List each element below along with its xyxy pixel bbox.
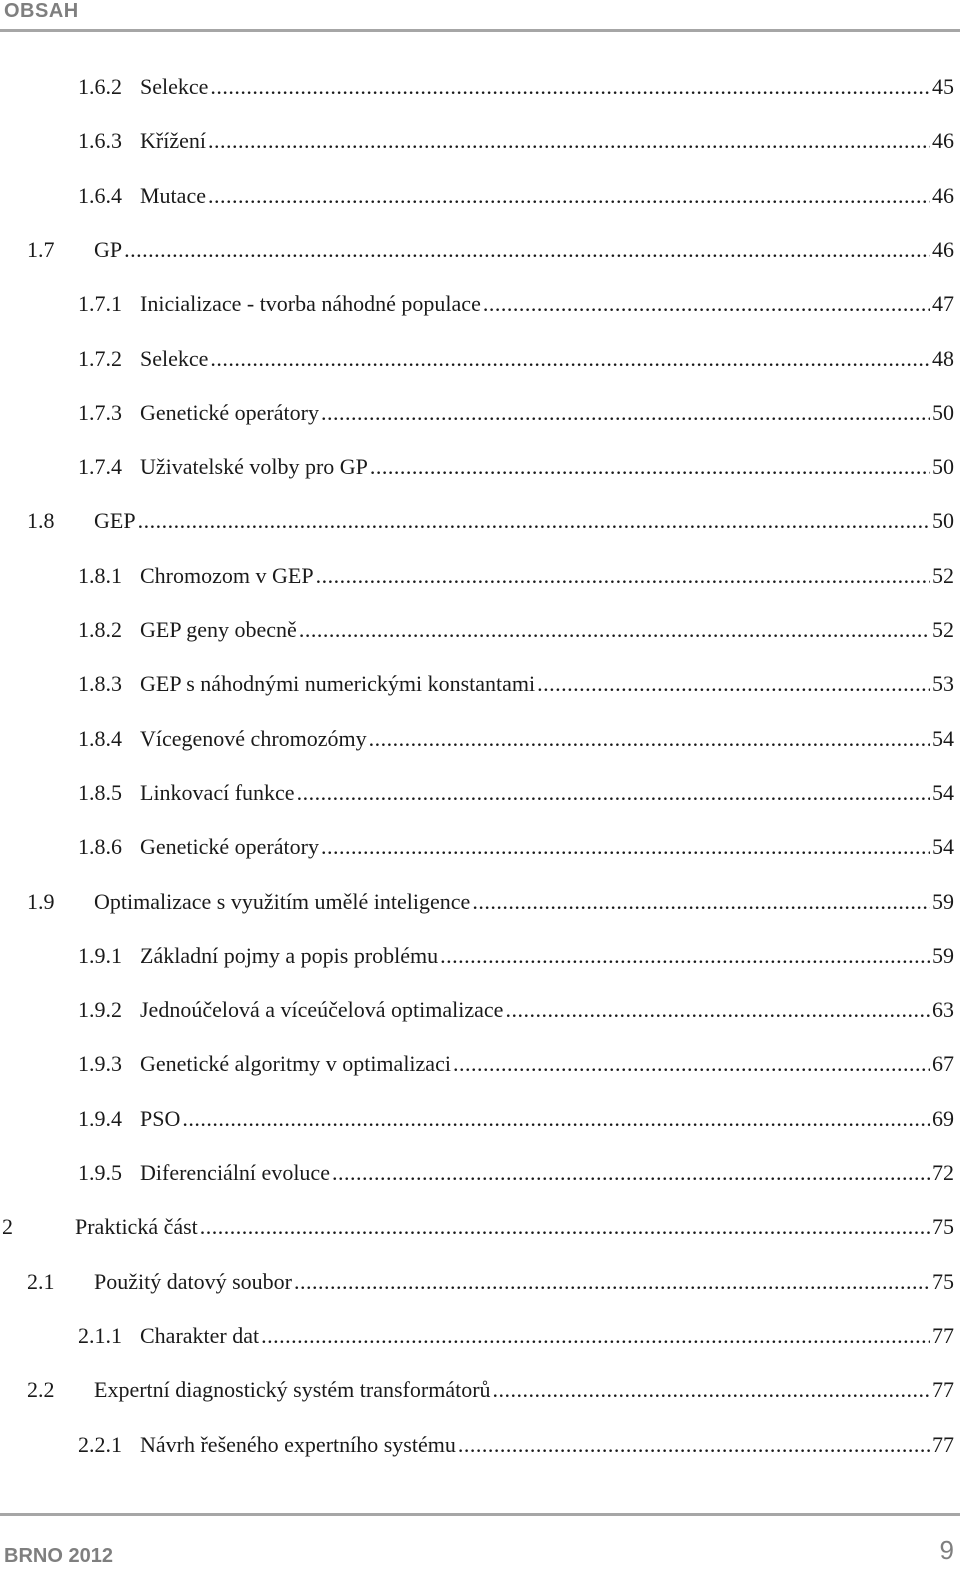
toc-dot-leader [370, 454, 930, 480]
toc-entry[interactable] [78, 128, 954, 158]
toc-entry-title: Linkovací funkce [140, 780, 295, 805]
toc-entry-title: PSO [140, 1106, 181, 1131]
toc-entry-title: GEP [94, 508, 136, 533]
toc-entry-title: Chromozom v GEP [140, 563, 314, 588]
toc-dot-leader [297, 780, 930, 806]
toc-entry-title: Návrh řešeného expertního systému [140, 1432, 456, 1457]
toc-entry-number: 2 [2, 1214, 13, 1239]
toc-entry-page: 59 [932, 889, 954, 914]
toc-entry[interactable] [78, 617, 954, 647]
toc-entry-page: 75 [932, 1214, 954, 1239]
toc-dot-leader [505, 997, 930, 1023]
toc-dot-leader [210, 74, 930, 100]
toc-entry-number: 1.7.1 [78, 291, 122, 316]
toc-entry[interactable] [27, 1269, 954, 1299]
toc-entry-page: 50 [932, 400, 954, 425]
toc-entry-number: 1.9 [27, 889, 55, 914]
toc-entry-title: GEP s náhodnými numerickými konstantami [140, 671, 536, 696]
toc-entry-number: 1.8.3 [78, 671, 122, 696]
toc-entry[interactable] [27, 508, 954, 538]
toc-dot-leader [182, 1106, 930, 1132]
toc-entry-page: 52 [932, 563, 954, 588]
toc-dot-leader [210, 346, 930, 372]
toc-dot-leader [321, 834, 930, 860]
toc-entry-page: 54 [932, 834, 954, 859]
toc-entry[interactable] [78, 454, 954, 484]
toc-entry-page: 52 [932, 617, 954, 642]
toc-entry-title: Mutace [140, 183, 206, 208]
toc-dot-leader [208, 128, 930, 154]
toc-entry-title: Diferenciální evoluce [140, 1160, 330, 1185]
toc-entry-page: 69 [932, 1106, 954, 1131]
toc-entry-number: 1.7.3 [78, 400, 122, 425]
toc-dot-leader [316, 563, 930, 589]
toc-entry-page: 45 [932, 74, 954, 99]
toc-dot-leader [138, 508, 930, 534]
toc-entry[interactable] [78, 834, 954, 864]
toc-entry[interactable] [78, 400, 954, 430]
toc-entry-title: Charakter dat [140, 1323, 260, 1348]
toc-entry-page: 59 [932, 943, 954, 968]
toc-entry-page: 50 [932, 508, 954, 533]
toc-entry[interactable] [78, 726, 954, 756]
toc-entry-page: 72 [932, 1160, 954, 1185]
toc-entry-title: Optimalizace s využitím umělé inteligence [94, 889, 471, 914]
toc-dot-leader [493, 1377, 930, 1403]
toc-entry[interactable] [78, 671, 954, 701]
toc-entry-number: 1.8.6 [78, 834, 122, 859]
toc-dot-leader [294, 1269, 930, 1295]
toc-entry-number: 1.7.4 [78, 454, 122, 479]
running-header: OBSAH [4, 0, 79, 22]
toc-entry[interactable] [78, 346, 954, 376]
toc-entry[interactable] [27, 889, 954, 919]
toc-dot-leader [483, 291, 930, 317]
toc-dot-leader [369, 726, 930, 752]
footer-rule [0, 1513, 960, 1516]
header-rule [0, 29, 960, 32]
toc-entry-page: 77 [932, 1377, 954, 1402]
toc-entry[interactable] [78, 943, 954, 973]
toc-entry-number: 1.9.5 [78, 1160, 122, 1185]
toc-entry-title: Použitý datový soubor [94, 1269, 292, 1294]
toc-entry-page: 63 [932, 997, 954, 1022]
toc-entry-page: 46 [932, 183, 954, 208]
toc-entry-title: Křížení [140, 128, 206, 153]
toc-entry-title: Vícegenové chromozómy [140, 726, 367, 751]
toc-entry-number: 1.6.3 [78, 128, 122, 153]
toc-entry-number: 1.7.2 [78, 346, 122, 371]
toc-entry[interactable] [78, 1323, 954, 1353]
toc-entry[interactable] [78, 1432, 954, 1462]
toc-entry-number: 1.8.5 [78, 780, 122, 805]
toc-dot-leader [440, 943, 930, 969]
toc-dot-leader [537, 671, 930, 697]
toc-entry[interactable] [78, 1051, 954, 1081]
toc-entry-page: 48 [932, 346, 954, 371]
toc-entry-page: 54 [932, 780, 954, 805]
toc-dot-leader [453, 1051, 930, 1077]
toc-entry-title: GEP geny obecně [140, 617, 297, 642]
toc-entry-number: 2.1 [27, 1269, 55, 1294]
toc-entry-title: Selekce [140, 346, 209, 371]
toc-entry-number: 1.8.4 [78, 726, 122, 751]
toc-entry[interactable] [78, 74, 954, 104]
toc-entry-number: 1.9.3 [78, 1051, 122, 1076]
toc-entry[interactable] [78, 563, 954, 593]
toc-entry-title: Inicializace - tvorba náhodné populace [140, 291, 481, 316]
toc-entry-page: 77 [932, 1323, 954, 1348]
toc-entry-number: 1.6.2 [78, 74, 122, 99]
toc-entry-title: Selekce [140, 74, 209, 99]
toc-entry-title: Základní pojmy a popis problému [140, 943, 439, 968]
toc-entry-page: 54 [932, 726, 954, 751]
toc-entry-number: 2.2.1 [78, 1432, 122, 1457]
toc-entry[interactable] [27, 237, 954, 267]
toc-entry[interactable] [78, 291, 954, 321]
toc-entry[interactable] [78, 780, 954, 810]
toc-entry[interactable] [78, 997, 954, 1027]
toc-dot-leader [124, 237, 930, 263]
toc-entry-page: 75 [932, 1269, 954, 1294]
toc-entry-title: Praktická část [75, 1214, 198, 1239]
page-number: 9 [939, 1535, 954, 1565]
toc-dot-leader [321, 400, 930, 426]
toc-entry-number: 2.1.1 [78, 1323, 122, 1348]
toc-entry-number: 1.7 [27, 237, 55, 262]
toc-entry-page: 46 [932, 128, 954, 153]
toc-entry-page: 46 [932, 237, 954, 262]
toc-entry-number: 1.8 [27, 508, 55, 533]
toc-entry-number: 1.8.2 [78, 617, 122, 642]
toc-entry[interactable] [2, 1214, 954, 1244]
toc-entry-title: Jednoúčelová a víceúčelová optimalizace [140, 997, 504, 1022]
toc-entry-title: Genetické operátory [140, 834, 319, 859]
toc-entry-page: 50 [932, 454, 954, 479]
toc-entry[interactable] [78, 183, 954, 213]
footer-location-year: BRNO 2012 [4, 1545, 113, 1567]
toc-dot-leader [208, 183, 930, 209]
toc-dot-leader [472, 889, 930, 915]
toc-entry-number: 1.6.4 [78, 183, 122, 208]
toc-entry-title: Expertní diagnostický systém transformátorů [94, 1377, 491, 1402]
toc-entry-page: 77 [932, 1432, 954, 1457]
toc-dot-leader [299, 617, 930, 643]
toc-entry-number: 1.9.1 [78, 943, 122, 968]
toc-entry-number: 1.8.1 [78, 563, 122, 588]
toc-entry-page: 53 [932, 671, 954, 696]
toc-entry-page: 47 [932, 291, 954, 316]
toc-entry-title: GP [94, 237, 123, 262]
toc-entry-number: 2.2 [27, 1377, 55, 1402]
toc-entry[interactable] [78, 1160, 954, 1190]
toc-dot-leader [261, 1323, 930, 1349]
toc-dot-leader [332, 1160, 930, 1186]
toc-entry-title: Genetické operátory [140, 400, 319, 425]
toc-entry-page: 67 [932, 1051, 954, 1076]
toc-entry-title: Genetické algoritmy v optimalizaci [140, 1051, 451, 1076]
toc-dot-leader [200, 1214, 930, 1240]
toc-entry-number: 1.9.2 [78, 997, 122, 1022]
toc-dot-leader [458, 1432, 930, 1458]
toc-entry[interactable] [27, 1377, 954, 1407]
toc-entry-number: 1.9.4 [78, 1106, 122, 1131]
toc-entry[interactable] [78, 1106, 954, 1136]
toc-entry-title: Uživatelské volby pro GP [140, 454, 368, 479]
